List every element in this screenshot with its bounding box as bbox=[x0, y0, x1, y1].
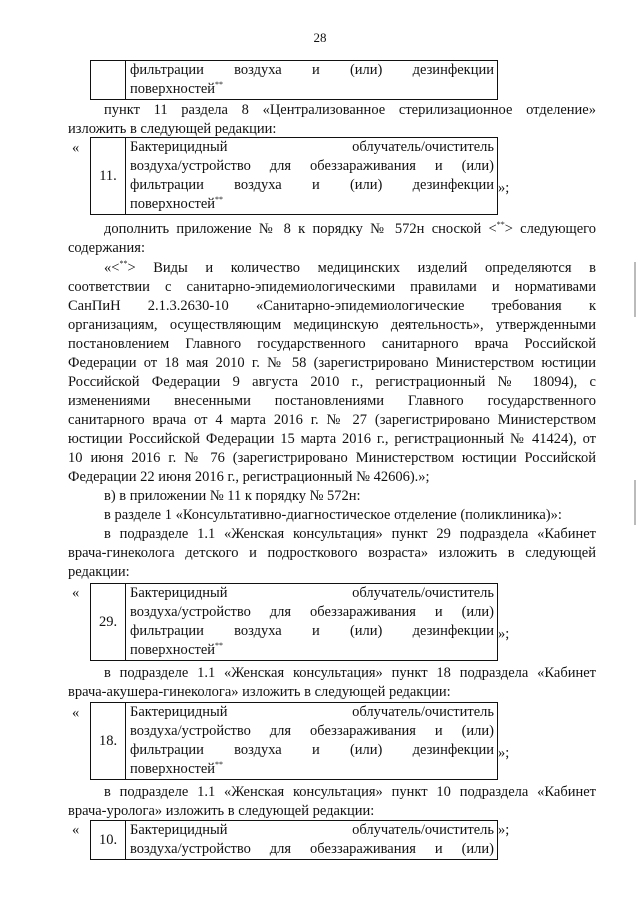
close-quote: »; bbox=[498, 822, 510, 838]
paragraph-line: в подразделе 1.1 «Женская консультация» пункт 29 подраздела «Кабинет bbox=[104, 526, 596, 542]
paragraph-line: врача-уролога» изложить в следующей редакции: bbox=[68, 803, 375, 819]
table-number-cell: 10. bbox=[91, 821, 126, 860]
table-text-line: воздуха/устройство для обеззараживания и (или) bbox=[130, 723, 494, 739]
table-text-cell bbox=[126, 821, 498, 860]
table-text-line: фильтрации воздуха и (или) дезинфекции bbox=[130, 177, 494, 193]
footnote-line: Федерации от 18 мая 2010 г. № 58 (зарегистрировано Министерством юстиции bbox=[68, 355, 596, 371]
table-text-line: фильтрации воздуха и (или) дезинфекции bbox=[130, 623, 494, 639]
table-text-cell bbox=[126, 138, 498, 215]
table-item-18 bbox=[90, 702, 498, 780]
table-text-line: поверхностей** bbox=[130, 760, 224, 777]
footnote-line: юстиции Российской Федерации 15 марта 2016 г., регистрационный № 41424), от bbox=[68, 431, 596, 447]
page-number: 28 bbox=[313, 30, 327, 45]
table-text-line: поверхностей** bbox=[130, 80, 224, 97]
scan-edge-mark bbox=[634, 262, 636, 317]
scan-edge-mark bbox=[634, 480, 636, 525]
open-quote: « bbox=[72, 585, 80, 601]
open-quote: « bbox=[72, 822, 80, 838]
paragraph-line: врача-акушера-гинеколога» изложить в следующей редакции: bbox=[68, 684, 451, 700]
footnote-line: Федерации 22 июня 2016 г., регистрационный № 42606).»; bbox=[68, 469, 430, 485]
table-item-29 bbox=[90, 583, 498, 661]
table-fragment-top bbox=[90, 60, 498, 100]
footnote-line: 10 июня 2016 г. № 76 (зарегистрировано Министерством юстиции Российской bbox=[68, 450, 596, 466]
footnote-line: изменениями внесенными постановлениями Главного государственного bbox=[68, 393, 596, 409]
footnote-line: организациям, осуществляющим медицинскую деятельность», утвержденными bbox=[68, 317, 596, 333]
paragraph-line: в подразделе 1.1 «Женская консультация» пункт 10 подраздела «Кабинет bbox=[104, 784, 596, 800]
footnote-line: Российской Федерации 9 августа 2010 г., регистрационный № 18094), с bbox=[68, 374, 596, 390]
paragraph-line: редакции: bbox=[68, 564, 130, 580]
table-text-line: Бактерицидный облучатель/очиститель bbox=[130, 139, 494, 155]
table-item-11 bbox=[90, 137, 498, 215]
table-text-line: Бактерицидный облучатель/очиститель bbox=[130, 585, 494, 601]
table-text-cell bbox=[126, 61, 498, 100]
table-number-cell: 11. bbox=[91, 138, 126, 215]
table-text-line: фильтрации воздуха и (или) дезинфекции bbox=[130, 742, 494, 758]
footnote-line: санитарного врача от 4 марта 2016 г. № 27 (зарегистрировано Министерством bbox=[68, 412, 596, 428]
table-text-line: Бактерицидный облучатель/очиститель bbox=[130, 822, 494, 838]
paragraph-line: врача-гинеколога детского и подросткового возраста» изложить в следующей bbox=[68, 545, 596, 561]
paragraph-line: дополнить приложение № 8 к порядку № 572н сноской <**> следующего bbox=[104, 220, 596, 237]
table-item-10 bbox=[90, 820, 498, 860]
table-text-line: поверхностей** bbox=[130, 641, 224, 658]
paragraph-line: содержания: bbox=[68, 240, 146, 256]
paragraph-line: в подразделе 1.1 «Женская консультация» пункт 18 подраздела «Кабинет bbox=[104, 665, 596, 681]
footnote-line: соответствии с санитарно-эпидемиологическими правилами и нормативами bbox=[68, 279, 596, 295]
paragraph-line: в разделе 1 «Консультативно-диагностическое отделение (поликлиника)»: bbox=[104, 507, 562, 523]
close-quote: »; bbox=[498, 626, 510, 642]
close-quote: »; bbox=[498, 180, 510, 196]
table-text-line: воздуха/устройство для обеззараживания и (или) bbox=[130, 158, 494, 174]
paragraph-line: в) в приложении № 11 к порядку № 572н: bbox=[104, 488, 361, 504]
table-text-line: воздуха/устройство для обеззараживания и (или) bbox=[130, 604, 494, 620]
table-text-line: воздуха/устройство для обеззараживания и (или) bbox=[130, 841, 494, 857]
table-text-cell bbox=[126, 584, 498, 661]
table-number-cell: 29. bbox=[91, 584, 126, 661]
table-text-line: поверхностей** bbox=[130, 195, 224, 212]
footnote-line: СанПиН 2.1.3.2630-10 «Санитарно-эпидемиологические требования к bbox=[68, 298, 596, 314]
open-quote: « bbox=[72, 140, 80, 156]
footnote-line: постановлением Главного государственного санитарного врача Российской bbox=[68, 336, 596, 352]
open-quote: « bbox=[72, 705, 80, 721]
table-text-line: Бактерицидный облучатель/очиститель bbox=[130, 704, 494, 720]
footnote-line: «<**> Виды и количество медицинских изделий определяются в bbox=[104, 259, 596, 276]
paragraph-line: изложить в следующей редакции: bbox=[68, 121, 277, 137]
table-number-cell: 18. bbox=[91, 703, 126, 780]
close-quote: »; bbox=[498, 745, 510, 761]
table-text-cell bbox=[126, 703, 498, 780]
table-number-cell bbox=[91, 61, 126, 100]
table-text-line: фильтрации воздуха и (или) дезинфекции bbox=[130, 62, 494, 78]
paragraph-line: пункт 11 раздела 8 «Централизованное стерилизационное отделение» bbox=[104, 102, 596, 118]
